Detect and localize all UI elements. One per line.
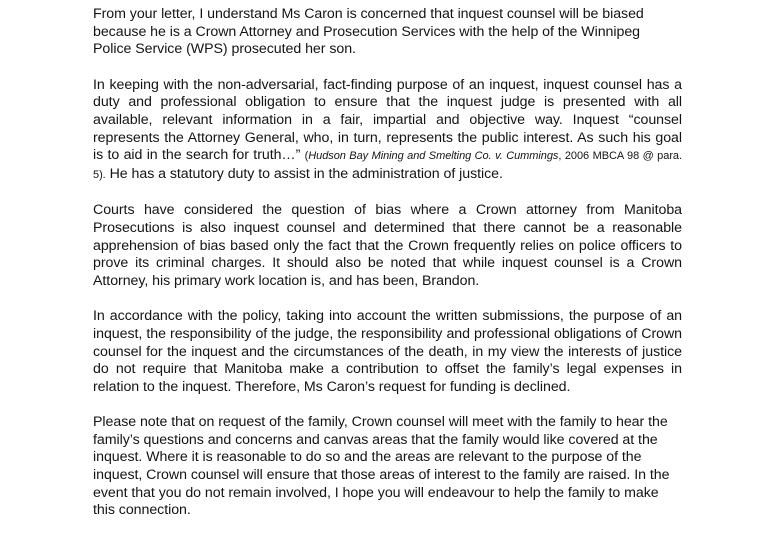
paragraph-funding-decision: In accordance with the policy, taking into account the written submissions, the purpose of an inquest, the responsibility of the judge, the responsibility and professional obligations of Crown counsel for the inquest and the circumstances of the death, in my view the interests of justice do not require that Manitoba make a contribution to offset the family’s legal expenses in relation to the inquest. Therefore, Ms Caron’s request for funding is declined. <box>93 308 682 395</box>
citation-open: ( <box>304 150 309 163</box>
paragraph-courts-bias: Courts have considered the question of bias where a Crown attorney from Manitoba Prosecutions is also inquest counsel and determined that there cannot be a reasonable apprehension of bias based only the fact that the Crown frequently relies on police officers to prove its criminal charges. It should also be noted that while inquest counsel is a Crown Attorney, his primary work location is, and has been, Brandon. <box>93 202 682 289</box>
paragraph-text: He has a statutory duty to assist in the administration of justice. <box>105 165 503 182</box>
paragraph-text: In keeping with the non-adversarial, fact-finding purpose of an inquest, inquest counsel has a duty and professional obligation to ensure that the inquest judge is presented with all available, relevant information in a fair, impartial and objective way. Inquest “counsel represents the Attorney General, who, in turn, represents the public interest. As such his goal is to aid in the search for truth…” <box>93 76 682 164</box>
paragraph-bias-concern: From your letter, I understand Ms Caron is concerned that inquest counsel will be biased because he is a Crown Attorney and Prosecution Services with the help of the Winnipeg Police Service (WPS) prosecuted her son. <box>93 6 644 58</box>
paragraph-inquest-counsel-duty <box>93 77 682 185</box>
paragraph-family-meeting: Please note that on request of the family, Crown counsel will meet with the family to hear the family’s questions and concerns and canvas areas that the family would like covered at the inquest. Where it is reasonable to do so and the areas are relevant to the purpose of the inquest, Crown counsel will ensure that those areas of interest to the family are raised. In the event that you do not remain involved, I hope you will endeavour to help the family to make this connection. <box>93 414 670 519</box>
letter-body <box>93 6 682 538</box>
citation-case-name: Hudson Bay Mining and Smelting Co. v. Cummings <box>308 150 559 163</box>
citation-reference: , 2006 MBCA 98 @ para. 5). <box>93 150 683 181</box>
